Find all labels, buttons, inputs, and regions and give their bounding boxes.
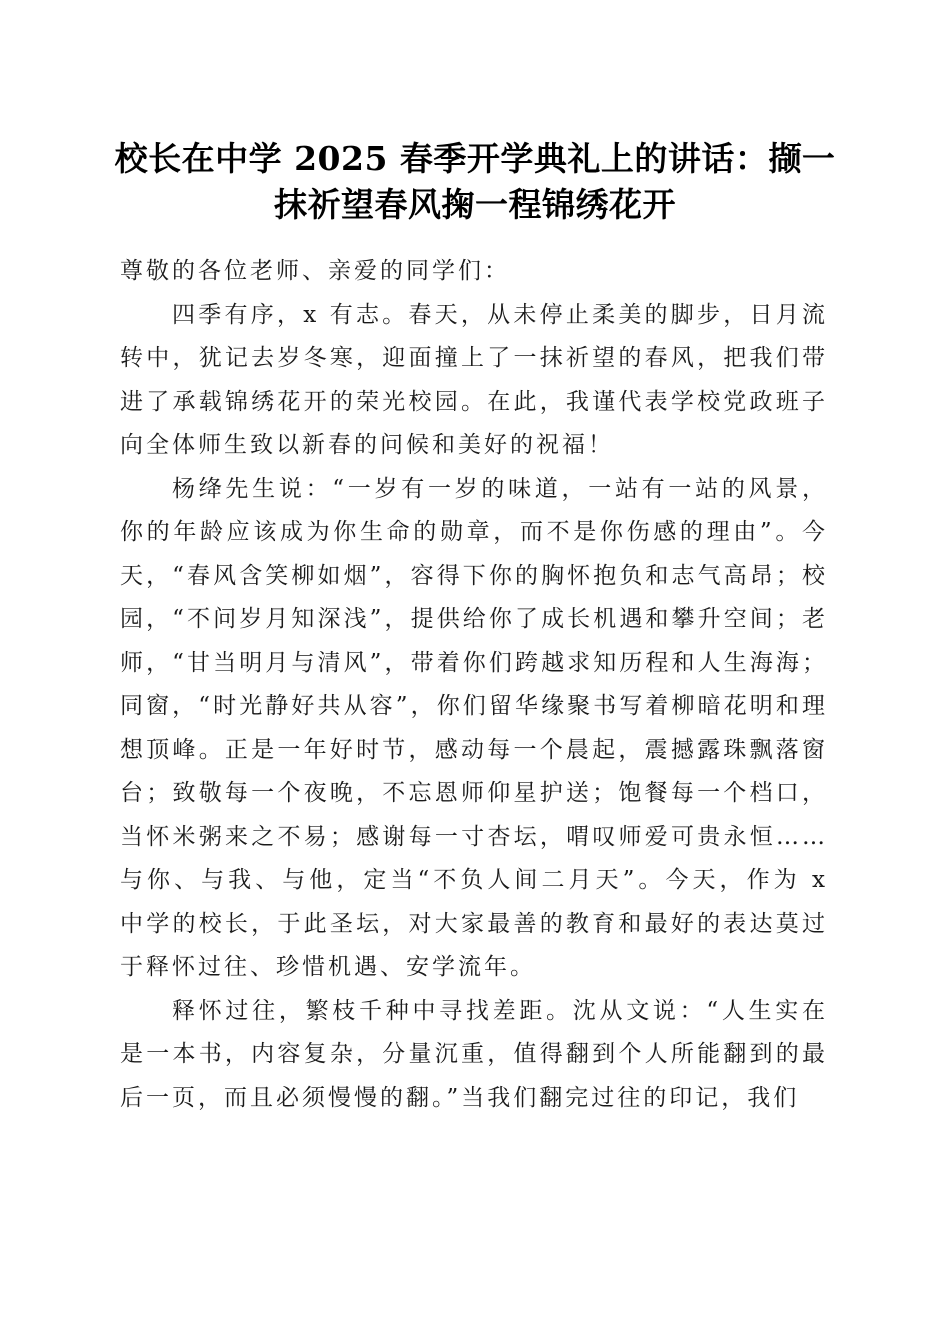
paragraph-3: 释怀过往，繁枝千种中寻找差距。沈从文说：“人生实在是一本书，内容复杂，分量沉重，值得翻到个人所能翻到的最后一页，而且必须慢慢的翻。”当我们翻完过往的印记，我们 — [120, 997, 828, 1111]
salutation: 尊敬的各位老师、亲爱的同学们： — [120, 258, 510, 284]
paragraph-2: 杨绛先生说：“一岁有一岁的味道，一站有一站的风景，你的年龄应该成为你生命的勋章，而不是你伤感的理由”。今天，“春风含笑柳如烟”，容得下你的胸怀抱负和志气高昂；校园，“不问岁月知深浅”，提供给你了成长机遇和攀升空间；老师，“甘当明月与清风”，带着你们跨越求知历程和人生海海；同窗，“时光静好共从容”，你们留华缘聚书写着柳暗花明和理想顶峰。正是一年好时节，感动每一个晨起，震撼露珠飘落窗台；致敬每一个夜晚，不忘恩师仰星护送；饱餐每一个档口，当怀米粥来之不易；感谢每一寸杏坛，喟叹师爱可贵永恒……与你、与我、与他，定当“不负人间二月天”。今天，作为 x 中学的校长，于此圣坛，对大家最善的教育和最好的表达莫过于释怀过往、珍惜机遇、安学流年。 — [120, 475, 828, 980]
paragraph-1: 四季有序，x 有志。春天，从未停止柔美的脚步，日月流转中，犹记去岁冬寒，迎面撞上了一抹祈望的春风，把我们带进了承载锦绣花开的荣光校园。在此，我谨代表学校党政班子向全体师生致以新春的问候和美好的祝福！ — [120, 301, 828, 458]
document-body — [120, 250, 828, 1120]
document-title: 校长在中学 2025 春季开学典礼上的讲话：撷一抹祈望春风掬一程锦绣花开 — [114, 139, 836, 224]
